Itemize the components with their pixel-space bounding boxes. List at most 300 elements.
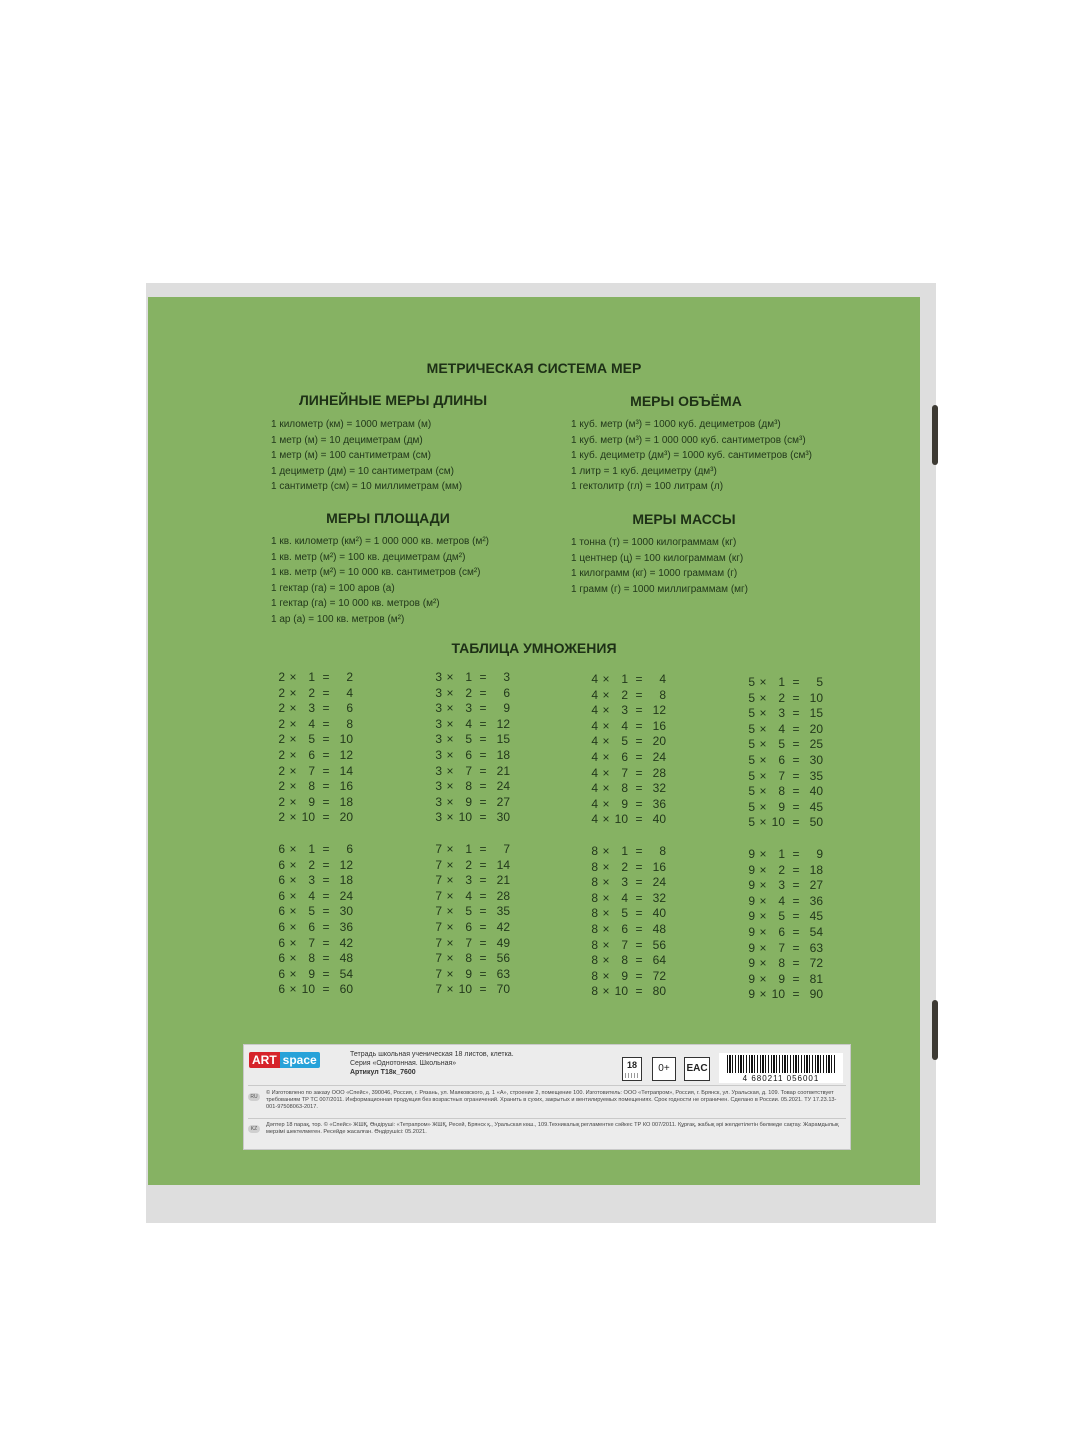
equals-sign: = (635, 937, 643, 952)
mult-row (743, 972, 833, 988)
mass-list (571, 535, 748, 597)
factor: 2 (278, 763, 285, 778)
factor: 6 (278, 857, 285, 872)
multiplier: 4 (778, 893, 785, 908)
equals-sign: = (479, 747, 487, 762)
factor: 4 (591, 687, 598, 702)
sheets-badge (622, 1057, 642, 1081)
multiplier: 6 (621, 749, 628, 764)
equals-sign: = (479, 842, 487, 856)
product: 32 (652, 781, 666, 796)
product: 6 (346, 842, 353, 856)
equals-sign: = (635, 890, 643, 905)
multiplier: 10 (614, 984, 628, 999)
times-sign: × (759, 987, 767, 1002)
times-sign: × (759, 862, 767, 877)
product: 28 (652, 765, 666, 780)
multiplier: 4 (778, 721, 785, 736)
factor: 7 (435, 904, 442, 919)
sheets-count: 18 (626, 1060, 637, 1070)
linear-line: 1 сантиметр (см) = 10 миллиметрам (мм) (271, 481, 463, 493)
equals-sign: = (479, 966, 487, 981)
factor: 6 (278, 842, 285, 856)
factor: 7 (435, 966, 442, 981)
equals-sign: = (792, 737, 800, 752)
mult-row (743, 941, 833, 957)
product: 30 (809, 752, 823, 767)
times-sign: × (289, 685, 297, 700)
volume-line: 1 куб. метр (м³) = 1000 куб. дециметров (дм³) (571, 419, 781, 430)
equals-sign: = (792, 987, 800, 1002)
mult-row (273, 795, 363, 811)
product: 42 (339, 935, 353, 950)
product: 12 (496, 716, 510, 731)
factor: 2 (278, 716, 285, 731)
mult-row (273, 748, 363, 764)
times-sign: × (759, 940, 767, 955)
factor: 8 (591, 875, 598, 890)
equals-sign: = (322, 888, 330, 903)
factor: 2 (278, 685, 285, 700)
multiplier: 6 (778, 924, 785, 939)
product: 70 (496, 982, 510, 997)
divider (248, 1085, 846, 1086)
factor: 5 (748, 706, 755, 721)
multiplier: 1 (621, 844, 628, 858)
volume-line: 1 куб. метр (м³) = 1 000 000 куб. сантиметров (см³) (571, 434, 806, 446)
times-sign: × (759, 784, 767, 799)
factor: 8 (591, 906, 598, 921)
factor: 3 (435, 670, 442, 684)
factor: 3 (435, 732, 442, 747)
multiplier: 10 (458, 982, 472, 997)
multiplier: 1 (465, 670, 472, 684)
times-sign: × (446, 842, 454, 856)
mult-row (273, 951, 363, 967)
multiplier: 7 (308, 763, 315, 778)
staple-top (932, 405, 938, 465)
times-sign: × (759, 675, 767, 689)
mult-row (586, 734, 676, 750)
product: 10 (809, 690, 823, 705)
equals-sign: = (322, 670, 330, 684)
times-sign: × (602, 921, 610, 936)
linear-line: 1 метр (м) = 100 сантиметрам (см) (271, 450, 432, 462)
multiplier: 10 (458, 810, 472, 825)
mult-row (430, 904, 520, 920)
times-sign: × (446, 966, 454, 981)
multiplier: 5 (465, 732, 472, 747)
times-sign: × (602, 672, 610, 686)
mult-row (586, 891, 676, 907)
mult-row (273, 764, 363, 780)
multiplier: 8 (465, 951, 472, 966)
product: 21 (496, 763, 510, 778)
factor: 2 (278, 747, 285, 762)
equals-sign: = (792, 847, 800, 861)
product: 36 (652, 796, 666, 811)
multiplier: 5 (308, 904, 315, 919)
multiplier: 8 (621, 781, 628, 796)
mult-row (743, 847, 833, 863)
volume-list (571, 417, 812, 495)
times-sign: × (602, 984, 610, 999)
multiplier: 5 (778, 909, 785, 924)
area-heading: МЕРЫ ПЛОЩАДИ (326, 510, 450, 526)
grid-icon (625, 1073, 639, 1078)
product: 35 (496, 904, 510, 919)
equals-sign: = (322, 732, 330, 747)
mult-table-9 (743, 847, 833, 1003)
product: 42 (496, 919, 510, 934)
mass-heading: МЕРЫ МАССЫ (632, 511, 736, 527)
factor: 8 (591, 890, 598, 905)
artspace-logo (249, 1052, 320, 1068)
back-cover (148, 297, 920, 1185)
mult-row (430, 920, 520, 936)
times-sign: × (289, 701, 297, 716)
product: 63 (809, 940, 823, 955)
factor: 6 (278, 966, 285, 981)
equals-sign: = (479, 685, 487, 700)
equals-sign: = (635, 875, 643, 890)
product: 56 (652, 937, 666, 952)
product: 8 (346, 716, 353, 731)
factor: 5 (748, 721, 755, 736)
mult-row (586, 875, 676, 891)
mult-row (273, 670, 363, 686)
times-sign: × (289, 763, 297, 778)
multiplier: 1 (308, 670, 315, 684)
equals-sign: = (479, 779, 487, 794)
product: 4 (346, 685, 353, 700)
times-sign: × (446, 857, 454, 872)
mult-row (273, 967, 363, 983)
product: 72 (809, 956, 823, 971)
mult-row (743, 987, 833, 1003)
times-sign: × (602, 765, 610, 780)
equals-sign: = (322, 935, 330, 950)
equals-sign: = (635, 812, 643, 827)
factor: 7 (435, 951, 442, 966)
multiplier: 7 (621, 765, 628, 780)
mass-line: 1 тонна (т) = 1000 килограммам (кг) (571, 537, 737, 548)
ru-legal-text: © Изготовлено по заказу ООО «Спейс», 390046, Россия, г. Рязань, ул. Маяковского, д. 1 «А», строение 2, помещение 100. Изготовитель: ООО «Тетрапром», Россия, г. Брянск, ул. Уральская, д. 109. Товар соответствует требованиям ТР ТС 007/2011. Информационная продукция без возрастных ограничений. Хранить в сухих, закрытых и вентилируемых помещениях. Срок годности не ограничен. Сделано в России. 05.2021. ТУ 17.23.13-001-97508063-2017. (266, 1090, 837, 1110)
equals-sign: = (322, 747, 330, 762)
multiplier: 8 (308, 779, 315, 794)
equals-sign: = (479, 904, 487, 919)
equals-sign: = (792, 862, 800, 877)
mult-row (430, 701, 520, 717)
multiplier: 2 (778, 862, 785, 877)
product: 48 (339, 951, 353, 966)
product: 50 (809, 815, 823, 830)
product: 40 (652, 906, 666, 921)
product: 35 (809, 768, 823, 783)
multiplier: 3 (465, 701, 472, 716)
product: 63 (496, 966, 510, 981)
factor: 9 (748, 987, 755, 1002)
multiplier: 4 (308, 716, 315, 731)
multiplier: 3 (465, 873, 472, 888)
product: 24 (652, 875, 666, 890)
multiplier: 7 (308, 935, 315, 950)
mult-row (743, 675, 833, 691)
times-sign: × (602, 875, 610, 890)
kz-legal-text: Дәптер 18 парақ, тор. © «Спейс» ЖШҚ, Өндіруші: «Тетрапром» ЖШҚ, Ресей, Брянск қ., Уральская көш., 109.Техникалық регламентке сәйкес ТР КО 007/2011. Құрғақ, жабық әрі желдетілетін бөлмеде сақтау. Жарамдылық мерзімі шектелмеген. Ресейде жасалған. Өндірушісі: 05.2021. (266, 1122, 839, 1135)
equals-sign: = (635, 859, 643, 874)
area-line: 1 гектар (га) = 100 аров (а) (271, 582, 395, 594)
mult-row (743, 784, 833, 800)
factor: 6 (278, 873, 285, 888)
equals-sign: = (322, 794, 330, 809)
logo-space: space (280, 1052, 320, 1068)
product: 45 (809, 909, 823, 924)
factor: 4 (591, 796, 598, 811)
eac-mark: EAC (684, 1057, 710, 1081)
equals-sign: = (635, 765, 643, 780)
factor: 3 (435, 779, 442, 794)
mult-row (743, 737, 833, 753)
linear-heading: ЛИНЕЙНЫЕ МЕРЫ ДЛИНЫ (298, 392, 488, 408)
product: 8 (659, 687, 666, 702)
factor: 8 (591, 968, 598, 983)
multiplier: 9 (308, 966, 315, 981)
multiplier: 6 (778, 752, 785, 767)
equals-sign: = (322, 857, 330, 872)
equals-sign: = (635, 672, 643, 686)
factor: 8 (591, 921, 598, 936)
mult-row (273, 686, 363, 702)
volume-line: 1 гектолитр (гл) = 100 литрам (л) (571, 481, 724, 493)
product-series: Серия «Однотонная. Школьная» (350, 1060, 457, 1067)
multiplier: 3 (778, 878, 785, 893)
product: 25 (809, 737, 823, 752)
multiplier: 10 (614, 812, 628, 827)
multiplier: 8 (621, 953, 628, 968)
multiplier: 7 (778, 768, 785, 783)
equals-sign: = (792, 768, 800, 783)
mult-row (273, 858, 363, 874)
times-sign: × (446, 919, 454, 934)
area-list (271, 534, 489, 628)
times-sign: × (446, 935, 454, 950)
multiplier: 4 (308, 888, 315, 903)
factor: 3 (435, 747, 442, 762)
times-sign: × (602, 749, 610, 764)
equals-sign: = (792, 752, 800, 767)
product: 49 (496, 935, 510, 950)
logo-art: ART (249, 1052, 280, 1068)
mult-row (586, 812, 676, 828)
times-sign: × (602, 844, 610, 858)
equals-sign: = (322, 763, 330, 778)
equals-sign: = (792, 956, 800, 971)
mult-row (430, 670, 520, 686)
times-sign: × (759, 971, 767, 986)
mass-line: 1 грамм (г) = 1000 миллиграммам (мг) (571, 583, 749, 595)
area-line: 1 кв. метр (м²) = 10 000 кв. сантиметров (см²) (271, 567, 481, 579)
product: 64 (652, 953, 666, 968)
times-sign: × (759, 893, 767, 908)
factor: 3 (435, 701, 442, 716)
factor: 5 (748, 690, 755, 705)
mult-row (273, 904, 363, 920)
mult-row (743, 863, 833, 879)
mult-row (430, 967, 520, 983)
mult-row (430, 748, 520, 764)
mult-row (430, 936, 520, 952)
mult-row (273, 810, 363, 826)
equals-sign: = (322, 873, 330, 888)
factor: 9 (748, 940, 755, 955)
equals-sign: = (322, 966, 330, 981)
multiplier: 3 (621, 875, 628, 890)
multiplier: 8 (308, 951, 315, 966)
product: 16 (339, 779, 353, 794)
product: 12 (339, 857, 353, 872)
times-sign: × (446, 982, 454, 997)
mult-table-2 (273, 670, 363, 826)
times-sign: × (602, 890, 610, 905)
times-sign: × (759, 924, 767, 939)
equals-sign: = (322, 716, 330, 731)
times-sign: × (289, 810, 297, 825)
factor: 7 (435, 842, 442, 856)
factor: 5 (748, 675, 755, 689)
product: 32 (652, 890, 666, 905)
times-sign: × (602, 812, 610, 827)
times-sign: × (602, 859, 610, 874)
equals-sign: = (792, 675, 800, 689)
product: 14 (496, 857, 510, 872)
mult-row (273, 920, 363, 936)
equals-sign: = (322, 951, 330, 966)
multiplier: 8 (778, 956, 785, 971)
mass-line: 1 килограмм (кг) = 1000 граммам (г) (571, 568, 738, 580)
multiplier: 3 (308, 873, 315, 888)
factor: 4 (591, 765, 598, 780)
mult-row (743, 815, 833, 831)
factor: 2 (278, 670, 285, 684)
multiplier: 2 (621, 687, 628, 702)
equals-sign: = (635, 921, 643, 936)
multiplier: 3 (308, 701, 315, 716)
multiplier: 4 (465, 888, 472, 903)
times-sign: × (602, 718, 610, 733)
equals-sign: = (792, 799, 800, 814)
factor: 9 (748, 862, 755, 877)
factor: 7 (435, 935, 442, 950)
mult-row (430, 889, 520, 905)
times-sign: × (446, 810, 454, 825)
multiplier: 2 (465, 857, 472, 872)
factor: 3 (435, 794, 442, 809)
times-sign: × (289, 873, 297, 888)
equals-sign: = (635, 844, 643, 858)
times-sign: × (289, 888, 297, 903)
factor: 2 (278, 779, 285, 794)
factor: 4 (591, 703, 598, 718)
mult-row (430, 842, 520, 858)
times-sign: × (446, 904, 454, 919)
factor: 9 (748, 893, 755, 908)
times-sign: × (759, 690, 767, 705)
times-sign: × (602, 703, 610, 718)
product: 20 (339, 810, 353, 825)
equals-sign: = (792, 690, 800, 705)
times-sign: × (446, 747, 454, 762)
product: 18 (339, 873, 353, 888)
area-line: 1 ар (а) = 100 кв. метров (м²) (271, 613, 405, 625)
product: 90 (809, 987, 823, 1002)
multiplier: 6 (308, 919, 315, 934)
product: 27 (809, 878, 823, 893)
mult-row (273, 779, 363, 795)
equals-sign: = (479, 888, 487, 903)
mult-row (586, 766, 676, 782)
multiplier: 1 (778, 675, 785, 689)
times-sign: × (759, 768, 767, 783)
product: 56 (496, 951, 510, 966)
factor: 9 (748, 847, 755, 861)
factor: 6 (278, 919, 285, 934)
product: 18 (809, 862, 823, 877)
volume-line: 1 литр = 1 куб. дециметру (дм³) (571, 465, 717, 477)
equals-sign: = (635, 796, 643, 811)
times-sign: × (446, 701, 454, 716)
factor: 5 (748, 752, 755, 767)
equals-sign: = (479, 732, 487, 747)
product: 24 (496, 779, 510, 794)
times-sign: × (289, 951, 297, 966)
factor: 2 (278, 794, 285, 809)
multiplier: 10 (771, 987, 785, 1002)
mult-row (743, 722, 833, 738)
equals-sign: = (479, 701, 487, 716)
product: 45 (809, 799, 823, 814)
product: 40 (809, 784, 823, 799)
barcode-number: 4 680211 056001 (742, 1074, 820, 1083)
factor: 9 (748, 971, 755, 986)
product: 21 (496, 873, 510, 888)
mult-row (586, 860, 676, 876)
mult-title: ТАБЛИЦА УМНОЖЕНИЯ (451, 640, 617, 656)
mult-row (273, 982, 363, 998)
mult-row (586, 688, 676, 704)
mult-row (586, 844, 676, 860)
factor: 5 (748, 784, 755, 799)
linear-line: 1 километр (км) = 1000 метрам (м) (271, 419, 432, 430)
equals-sign: = (322, 701, 330, 716)
factor: 4 (591, 672, 598, 686)
age-badge: 0+ (652, 1057, 676, 1081)
factor: 5 (748, 768, 755, 783)
equals-sign: = (635, 906, 643, 921)
product: 16 (652, 859, 666, 874)
times-sign: × (759, 815, 767, 830)
times-sign: × (602, 906, 610, 921)
times-sign: × (289, 779, 297, 794)
times-sign: × (602, 734, 610, 749)
equals-sign: = (479, 763, 487, 778)
linear-line: 1 дециметр (дм) = 10 сантиметрам (см) (271, 465, 454, 477)
equals-sign: = (479, 919, 487, 934)
equals-sign: = (479, 982, 487, 997)
factor: 2 (278, 810, 285, 825)
product: 16 (652, 718, 666, 733)
equals-sign: = (635, 734, 643, 749)
